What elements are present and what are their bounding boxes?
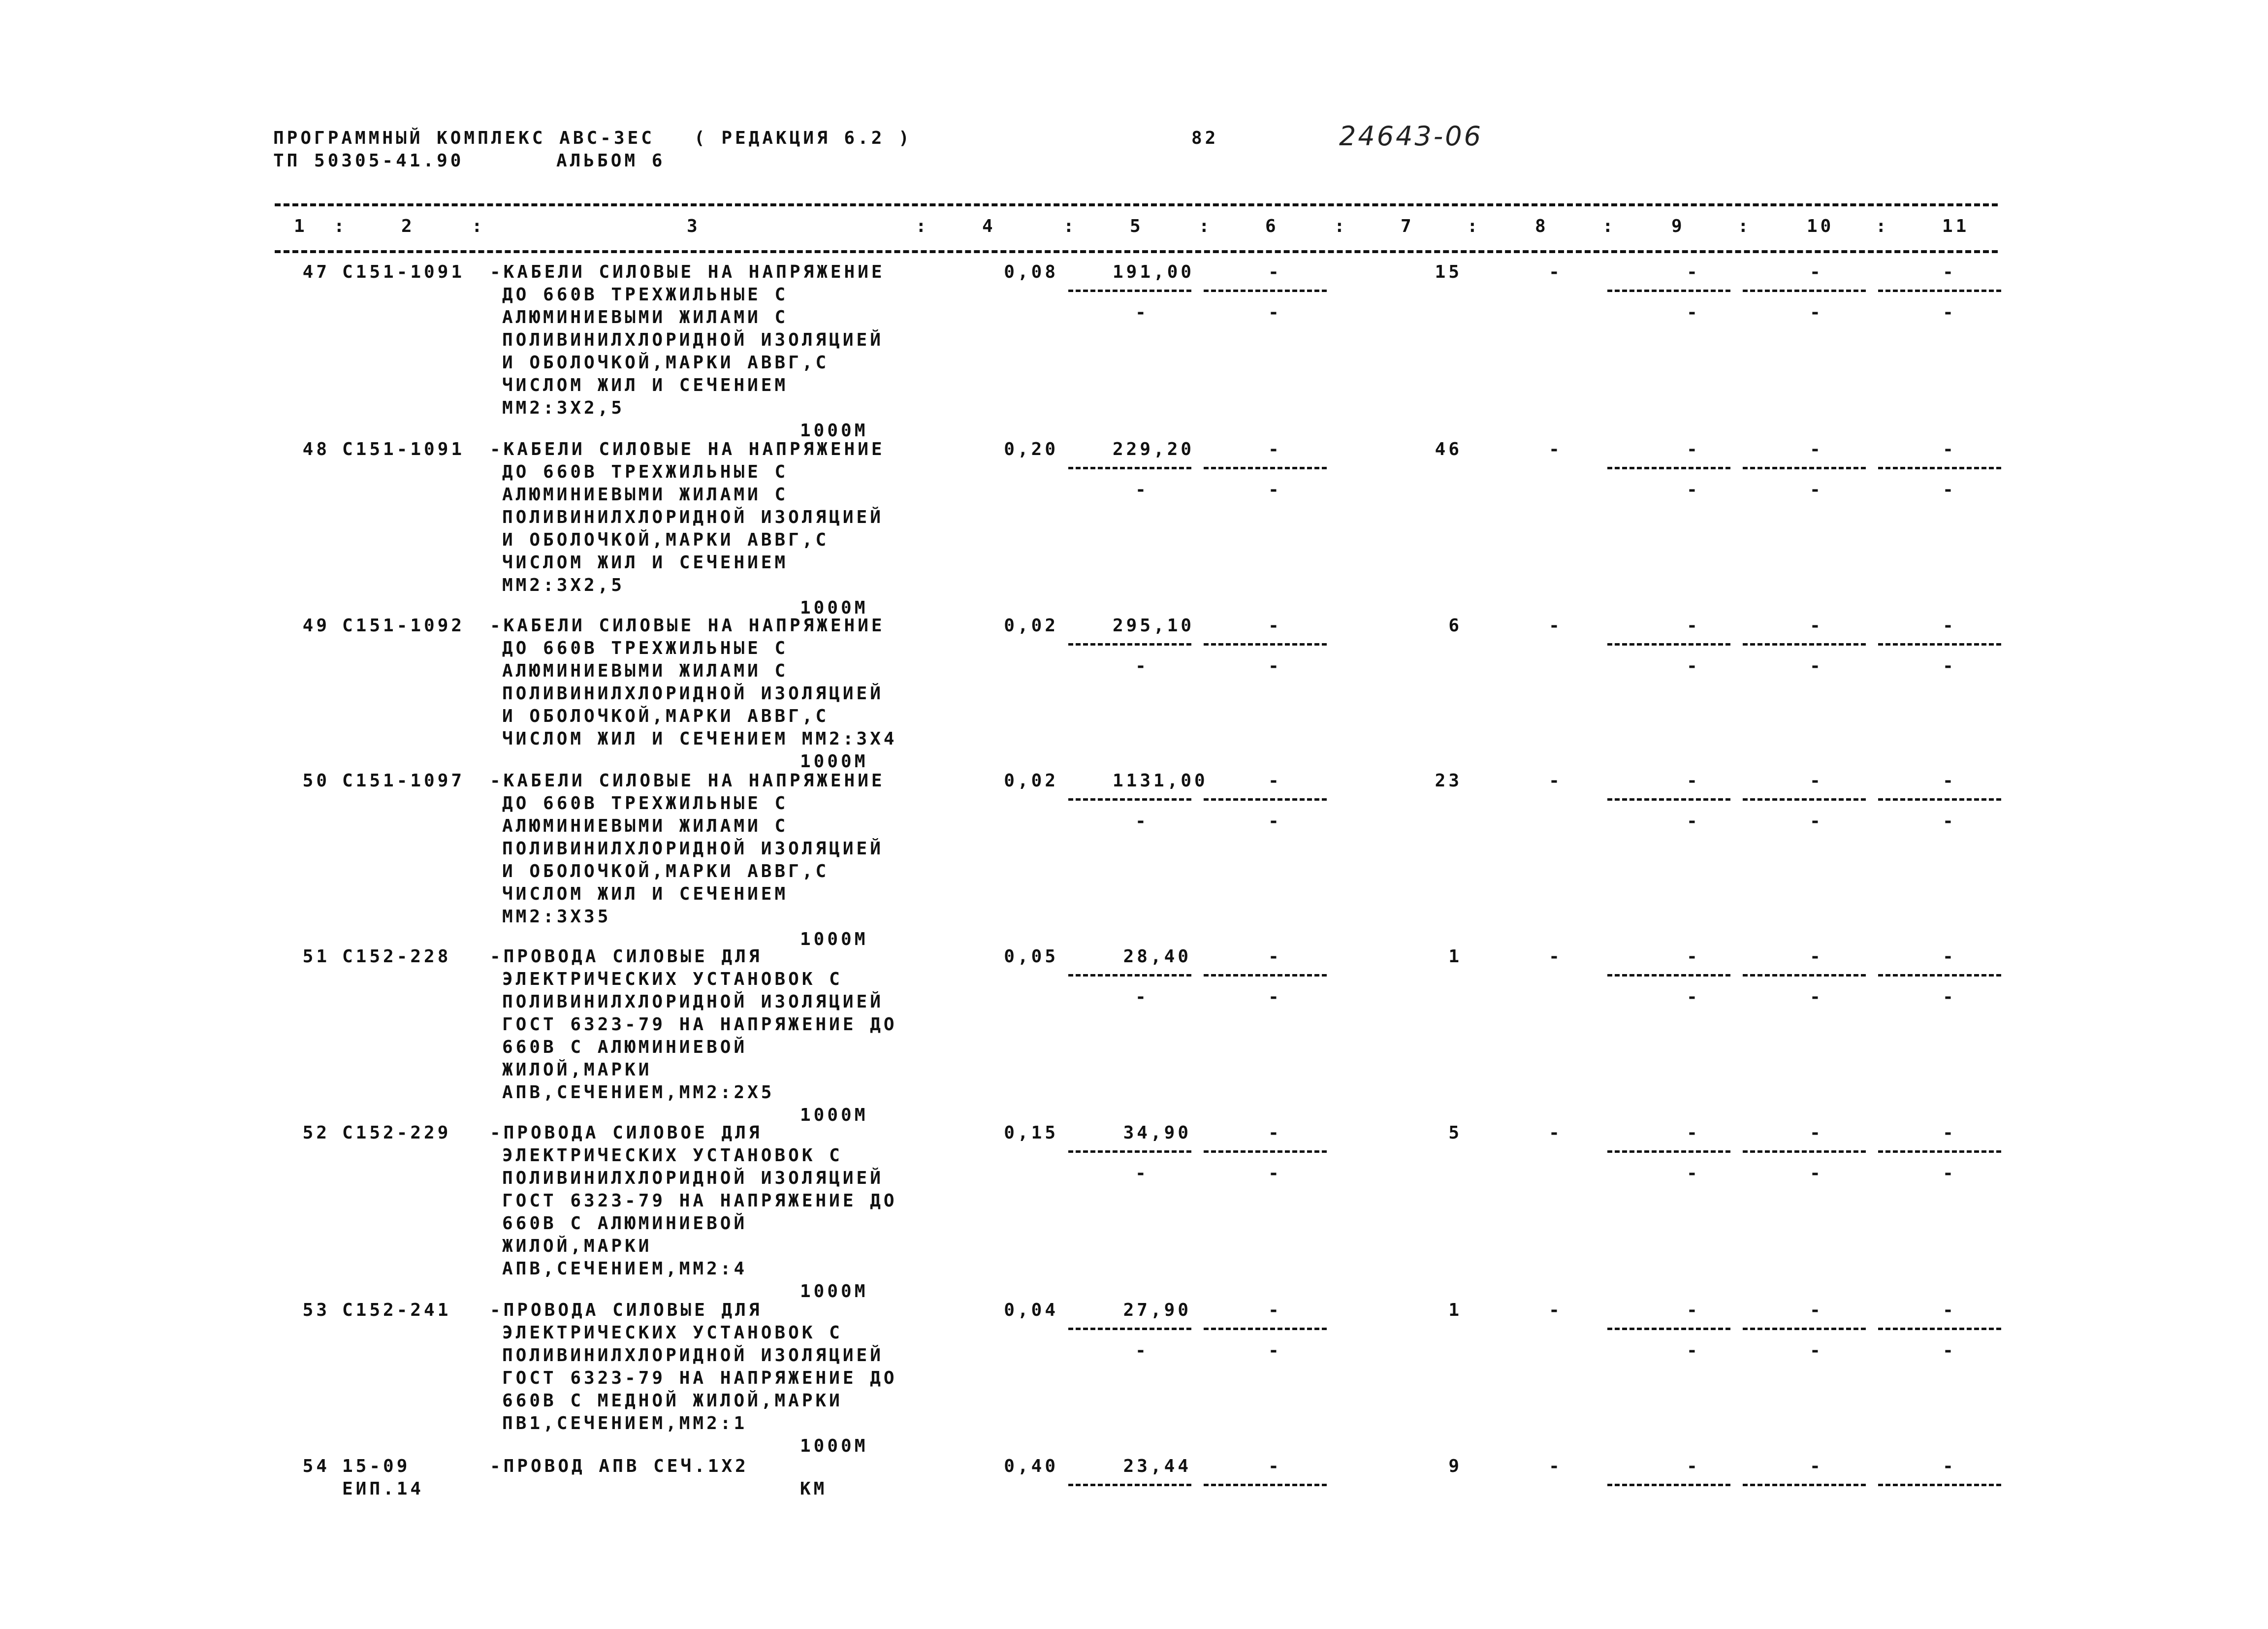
cell-col6-lower: - — [1268, 1340, 1282, 1361]
cell-col9-lower: - — [1687, 987, 1700, 1007]
cell-col7: 9 — [1448, 1456, 1462, 1476]
cell-col9-lower: - — [1687, 480, 1700, 500]
subtotal-rule-col5 — [1068, 974, 1191, 977]
cell-col7: 6 — [1448, 616, 1462, 636]
cell-col7: 1 — [1448, 1300, 1462, 1320]
column-separator: : — [1199, 216, 1213, 236]
row-description-line: ПОЛИВИНИЛХЛОРИДНОЙ ИЗОЛЯЦИЕЙ — [502, 1168, 884, 1188]
cell-col9: - — [1687, 1300, 1700, 1320]
handwritten-doc-code: 24643-06 — [1339, 121, 1483, 152]
cell-col5: 1131,00 — [1113, 771, 1208, 791]
column-header-7: 7 — [1401, 216, 1414, 236]
cell-col6: - — [1268, 439, 1282, 459]
column-separator: : — [472, 216, 485, 236]
row-number: 54 — [302, 1456, 330, 1476]
cell-col11: - — [1943, 946, 1956, 967]
cell-col10: - — [1810, 1456, 1823, 1476]
subtotal-rule-col10 — [1743, 1328, 1866, 1330]
row-unit: КМ — [800, 1479, 828, 1499]
cell-col9: - — [1687, 1456, 1700, 1476]
subtotal-rule-col10 — [1743, 798, 1866, 801]
cell-col11: - — [1943, 771, 1956, 791]
cell-col10: - — [1810, 1123, 1823, 1143]
cell-col9-lower: - — [1687, 811, 1700, 831]
subtotal-rule-col11 — [1878, 1328, 2001, 1330]
row-description-line: ЭЛЕКТРИЧЕСКИХ УСТАНОВОК С — [502, 1323, 843, 1343]
cell-col7: 46 — [1435, 439, 1462, 459]
cell-col7: 1 — [1448, 946, 1462, 967]
column-header-4: 4 — [982, 216, 996, 236]
cell-col9-lower: - — [1687, 1340, 1700, 1361]
cell-col10-lower: - — [1810, 302, 1823, 323]
subtotal-rule-col5 — [1068, 290, 1191, 292]
cell-col9: - — [1687, 616, 1700, 636]
row-description-line: АЛЮМИНИЕВЫМИ ЖИЛАМИ С — [502, 661, 789, 681]
row-description-line: И ОБОЛОЧКОЙ,МАРКИ АВВГ,С — [502, 530, 830, 550]
cell-col6-lower: - — [1268, 987, 1282, 1007]
row-description-line: ДО 660В ТРЕХЖИЛЬНЫЕ С — [502, 462, 789, 482]
subtotal-rule-col6 — [1204, 974, 1327, 977]
cell-col11-lower: - — [1943, 302, 1956, 323]
row-description-line: ГОСТ 6323-79 НА НАПРЯЖЕНИЕ ДО — [502, 1014, 897, 1035]
row-description-line: ЖИЛОЙ,МАРКИ — [502, 1236, 652, 1256]
row-code: С151-1092 — [342, 616, 465, 636]
row-unit: 1000М — [800, 751, 868, 772]
cell-col5: 229,20 — [1113, 439, 1195, 459]
cell-col4: 0,08 — [1004, 262, 1058, 282]
subtotal-rule-col6 — [1204, 1150, 1327, 1153]
cell-col9: - — [1687, 946, 1700, 967]
column-separator: : — [1063, 216, 1077, 236]
cell-col6: - — [1268, 946, 1282, 967]
cell-col5-lower: - — [1135, 302, 1149, 323]
subtotal-rule-col6 — [1204, 1484, 1327, 1486]
subtotal-rule-col6 — [1204, 643, 1327, 646]
row-description-line: ММ2:3Х35 — [502, 907, 611, 927]
subtotal-rule-col11 — [1878, 467, 2001, 469]
row-code: С151-1097 — [342, 771, 465, 791]
cell-col10: - — [1810, 439, 1823, 459]
subtotal-rule-col9 — [1607, 1484, 1730, 1486]
row-description-line: ПОЛИВИНИЛХЛОРИДНОЙ ИЗОЛЯЦИЕЙ — [502, 1345, 884, 1366]
cell-col7: 23 — [1435, 771, 1462, 791]
cell-col9: - — [1687, 1123, 1700, 1143]
row-description-line: АПВ,СЕЧЕНИЕМ,ММ2:4 — [502, 1259, 748, 1279]
subtotal-rule-col5 — [1068, 643, 1191, 646]
row-description-line: -КАБЕЛИ СИЛОВЫЕ НА НАПРЯЖЕНИЕ — [490, 616, 885, 636]
row-number: 47 — [302, 262, 330, 282]
row-description-line: ПОЛИВИНИЛХЛОРИДНОЙ ИЗОЛЯЦИЕЙ — [502, 330, 884, 350]
row-description-line: 660В С АЛЮМИНИЕВОЙ — [502, 1037, 748, 1057]
album-label: АЛЬБОМ 6 — [556, 151, 666, 171]
subtotal-rule-col5 — [1068, 1150, 1191, 1153]
cell-col4: 0,05 — [1004, 946, 1058, 967]
subtotal-rule-col9 — [1607, 974, 1730, 977]
cell-col11: - — [1943, 1123, 1956, 1143]
cell-col10-lower: - — [1810, 987, 1823, 1007]
cell-col11: - — [1943, 1300, 1956, 1320]
cell-col10-lower: - — [1810, 811, 1823, 831]
table-header-rule — [275, 250, 1998, 253]
cell-col6-lower: - — [1268, 811, 1282, 831]
row-unit: 1000М — [800, 1105, 868, 1125]
cell-col11-lower: - — [1943, 811, 1956, 831]
table-top-rule — [275, 203, 1998, 206]
row-description-line: ПОЛИВИНИЛХЛОРИДНОЙ ИЗОЛЯЦИЕЙ — [502, 992, 884, 1012]
row-number: 48 — [302, 439, 330, 459]
subtotal-rule-col9 — [1607, 290, 1730, 292]
subtotal-rule-col10 — [1743, 974, 1866, 977]
cell-col9-lower: - — [1687, 302, 1700, 323]
subtotal-rule-col9 — [1607, 643, 1730, 646]
cell-col10: - — [1810, 771, 1823, 791]
cell-col5-lower: - — [1135, 987, 1149, 1007]
row-description-line: -КАБЕЛИ СИЛОВЫЕ НА НАПРЯЖЕНИЕ — [490, 262, 885, 282]
cell-col10: - — [1810, 1300, 1823, 1320]
row-description-line: АЛЮМИНИЕВЫМИ ЖИЛАМИ С — [502, 307, 789, 327]
row-description-line: АЛЮМИНИЕВЫМИ ЖИЛАМИ С — [502, 485, 789, 505]
cell-col5-lower: - — [1135, 656, 1149, 676]
cell-col5-lower: - — [1135, 811, 1149, 831]
row-unit: 1000М — [800, 421, 868, 441]
row-unit: 1000М — [800, 929, 868, 949]
column-header-8: 8 — [1535, 216, 1549, 236]
column-header-1: 1 — [294, 216, 308, 236]
cell-col5-lower: - — [1135, 480, 1149, 500]
cell-col8: - — [1549, 616, 1563, 636]
cell-col9: - — [1687, 439, 1700, 459]
cell-col6: - — [1268, 1456, 1282, 1476]
cell-col4: 0,40 — [1004, 1456, 1058, 1476]
subtotal-rule-col11 — [1878, 1150, 2001, 1153]
subtotal-rule-col9 — [1607, 798, 1730, 801]
row-description-line: ДО 660В ТРЕХЖИЛЬНЫЕ С — [502, 285, 789, 305]
subtotal-rule-col5 — [1068, 467, 1191, 469]
page-number: 82 — [1191, 128, 1219, 148]
row-number: 52 — [302, 1123, 330, 1143]
row-code: С152-229 — [342, 1123, 451, 1143]
cell-col10: - — [1810, 946, 1823, 967]
row-number: 53 — [302, 1300, 330, 1320]
cell-col10-lower: - — [1810, 480, 1823, 500]
row-unit: 1000М — [800, 598, 868, 618]
cell-col11-lower: - — [1943, 1340, 1956, 1361]
row-description-line: ЧИСЛОМ ЖИЛ И СЕЧЕНИЕМ ММ2:3Х4 — [502, 729, 897, 749]
row-description-line: И ОБОЛОЧКОЙ,МАРКИ АВВГ,С — [502, 706, 830, 726]
cell-col4: 0,04 — [1004, 1300, 1058, 1320]
cell-col8: - — [1549, 771, 1563, 791]
row-description-line: ЖИЛОЙ,МАРКИ — [502, 1060, 652, 1080]
subtotal-rule-col5 — [1068, 1484, 1191, 1486]
cell-col4: 0,15 — [1004, 1123, 1058, 1143]
subtotal-rule-col6 — [1204, 798, 1327, 801]
cell-col6-lower: - — [1268, 656, 1282, 676]
cell-col10-lower: - — [1810, 1340, 1823, 1361]
cell-col7: 5 — [1448, 1123, 1462, 1143]
cell-col5-lower: - — [1135, 1340, 1149, 1361]
cell-col10-lower: - — [1810, 1163, 1823, 1183]
cell-col9: - — [1687, 262, 1700, 282]
cell-col10: - — [1810, 616, 1823, 636]
column-header-9: 9 — [1671, 216, 1685, 236]
cell-col8: - — [1549, 1123, 1563, 1143]
cell-col9-lower: - — [1687, 656, 1700, 676]
subtotal-rule-col6 — [1204, 467, 1327, 469]
row-description-line: -ПРОВОД АПВ СЕЧ.1Х2 — [490, 1456, 749, 1476]
row-description-line: АЛЮМИНИЕВЫМИ ЖИЛАМИ С — [502, 816, 789, 836]
column-header-5: 5 — [1130, 216, 1144, 236]
subtotal-rule-col11 — [1878, 643, 2001, 646]
cell-col5: 34,90 — [1123, 1123, 1191, 1143]
cell-col11: - — [1943, 616, 1956, 636]
cell-col9-lower: - — [1687, 1163, 1700, 1183]
cell-col11: - — [1943, 439, 1956, 459]
subtotal-rule-col5 — [1068, 798, 1191, 801]
cell-col8: - — [1549, 1300, 1563, 1320]
cell-col11-lower: - — [1943, 1163, 1956, 1183]
row-description-line: ЭЛЕКТРИЧЕСКИХ УСТАНОВОК С — [502, 969, 843, 989]
cell-col11-lower: - — [1943, 656, 1956, 676]
cell-col6: - — [1268, 616, 1282, 636]
program-title: ПРОГРАММНЫЙ КОМПЛЕКС АВС-3ЕС — [273, 128, 655, 148]
row-description-line: ГОСТ 6323-79 НА НАПРЯЖЕНИЕ ДО — [502, 1191, 897, 1211]
column-header-6: 6 — [1265, 216, 1279, 236]
row-description-line: ЧИСЛОМ ЖИЛ И СЕЧЕНИЕМ — [502, 375, 789, 395]
cell-col6-lower: - — [1268, 302, 1282, 323]
row-description-line: ЧИСЛОМ ЖИЛ И СЕЧЕНИЕМ — [502, 884, 789, 904]
cell-col6: - — [1268, 771, 1282, 791]
row-description-line: ГОСТ 6323-79 НА НАПРЯЖЕНИЕ ДО — [502, 1368, 897, 1388]
row-description-line: -КАБЕЛИ СИЛОВЫЕ НА НАПРЯЖЕНИЕ — [490, 439, 885, 459]
row-number: 50 — [302, 771, 330, 791]
column-separator: : — [1602, 216, 1616, 236]
cell-col6: - — [1268, 1123, 1282, 1143]
row-number: 51 — [302, 946, 330, 967]
row-description-line: 660В С АЛЮМИНИЕВОЙ — [502, 1213, 748, 1234]
cell-col11: - — [1943, 262, 1956, 282]
subtotal-rule-col10 — [1743, 467, 1866, 469]
row-description-line: ЭЛЕКТРИЧЕСКИХ УСТАНОВОК С — [502, 1145, 843, 1166]
column-separator: : — [1738, 216, 1752, 236]
cell-col10-lower: - — [1810, 656, 1823, 676]
row-description-line: ММ2:3Х2,5 — [502, 398, 625, 418]
subtotal-rule-col9 — [1607, 467, 1730, 469]
column-header-3: 3 — [687, 216, 701, 236]
row-unit: 1000М — [800, 1281, 868, 1302]
subtotal-rule-col11 — [1878, 1484, 2001, 1486]
row-description-line: АПВ,СЕЧЕНИЕМ,ММ2:2Х5 — [502, 1082, 775, 1103]
subtotal-rule-col6 — [1204, 290, 1327, 292]
cell-col4: 0,02 — [1004, 771, 1058, 791]
cell-col5: 28,40 — [1123, 946, 1191, 967]
row-description-line: -ПРОВОДА СИЛОВЫЕ ДЛЯ — [490, 1300, 763, 1320]
cell-col5: 27,90 — [1123, 1300, 1191, 1320]
subtotal-rule-col10 — [1743, 643, 1866, 646]
subtotal-rule-col9 — [1607, 1328, 1730, 1330]
cell-col8: - — [1549, 946, 1563, 967]
row-description-line: ДО 660В ТРЕХЖИЛЬНЫЕ С — [502, 638, 789, 658]
column-separator: : — [334, 216, 348, 236]
subtotal-rule-col9 — [1607, 1150, 1730, 1153]
edition-label: ( РЕДАКЦИЯ 6.2 ) — [694, 128, 912, 148]
row-description-line: ДО 660В ТРЕХЖИЛЬНЫЕ С — [502, 793, 789, 814]
row-description-line: И ОБОЛОЧКОЙ,МАРКИ АВВГ,С — [502, 353, 830, 373]
row-code: С152-228 — [342, 946, 451, 967]
cell-col5: 23,44 — [1123, 1456, 1191, 1476]
row-code: С152-241 — [342, 1300, 451, 1320]
column-separator: : — [916, 216, 929, 236]
subtotal-rule-col11 — [1878, 974, 2001, 977]
row-description-line: ПВ1,СЕЧЕНИЕМ,ММ2:1 — [502, 1413, 748, 1434]
cell-col5: 191,00 — [1113, 262, 1195, 282]
cell-col11-lower: - — [1943, 987, 1956, 1007]
row-unit: 1000М — [800, 1436, 868, 1456]
cell-col9: - — [1687, 771, 1700, 791]
row-description-line: -КАБЕЛИ СИЛОВЫЕ НА НАПРЯЖЕНИЕ — [490, 771, 885, 791]
cell-col5: 295,10 — [1113, 616, 1195, 636]
subtotal-rule-col10 — [1743, 290, 1866, 292]
cell-col8: - — [1549, 439, 1563, 459]
cell-col8: - — [1549, 262, 1563, 282]
row-number: 49 — [302, 616, 330, 636]
row-description-line: И ОБОЛОЧКОЙ,МАРКИ АВВГ,С — [502, 861, 830, 881]
cell-col6: - — [1268, 262, 1282, 282]
cell-col7: 15 — [1435, 262, 1462, 282]
subtotal-rule-col11 — [1878, 798, 2001, 801]
row-description-line: ПОЛИВИНИЛХЛОРИДНОЙ ИЗОЛЯЦИЕЙ — [502, 684, 884, 704]
project-code: ТП 50305-41.90 — [273, 151, 464, 171]
cell-col5-lower: - — [1135, 1163, 1149, 1183]
row-description-line: ЧИСЛОМ ЖИЛ И СЕЧЕНИЕМ — [502, 553, 789, 573]
subtotal-rule-col11 — [1878, 290, 2001, 292]
row-description-line: -ПРОВОДА СИЛОВЫЕ ДЛЯ — [490, 946, 763, 967]
row-description-line: -ПРОВОДА СИЛОВОЕ ДЛЯ — [490, 1123, 763, 1143]
column-separator: : — [1467, 216, 1481, 236]
cell-col8: - — [1549, 1456, 1563, 1476]
subtotal-rule-col10 — [1743, 1150, 1866, 1153]
subtotal-rule-col6 — [1204, 1328, 1327, 1330]
row-description-line: ПОЛИВИНИЛХЛОРИДНОЙ ИЗОЛЯЦИЕЙ — [502, 839, 884, 859]
row-code: 15-09 — [342, 1456, 411, 1476]
column-header-11: 11 — [1942, 216, 1970, 236]
row-description-line: 660В С МЕДНОЙ ЖИЛОЙ,МАРКИ — [502, 1391, 843, 1411]
row-description-line: ПОЛИВИНИЛХЛОРИДНОЙ ИЗОЛЯЦИЕЙ — [502, 507, 884, 527]
column-header-2: 2 — [401, 216, 415, 236]
subtotal-rule-col10 — [1743, 1484, 1866, 1486]
row-description-line: ММ2:3Х2,5 — [502, 575, 625, 595]
cell-col11: - — [1943, 1456, 1956, 1476]
row-code: С151-1091 — [342, 262, 465, 282]
subtotal-rule-col5 — [1068, 1328, 1191, 1330]
cell-col4: 0,20 — [1004, 439, 1058, 459]
cell-col4: 0,02 — [1004, 616, 1058, 636]
cell-col11-lower: - — [1943, 480, 1956, 500]
cell-col10: - — [1810, 262, 1823, 282]
cell-col6: - — [1268, 1300, 1282, 1320]
cell-col6-lower: - — [1268, 480, 1282, 500]
cell-col6-lower: - — [1268, 1163, 1282, 1183]
column-separator: : — [1334, 216, 1348, 236]
row-code-secondary: ЕИП.14 — [342, 1479, 424, 1499]
column-header-10: 10 — [1807, 216, 1834, 236]
column-separator: : — [1876, 216, 1889, 236]
row-code: С151-1091 — [342, 439, 465, 459]
